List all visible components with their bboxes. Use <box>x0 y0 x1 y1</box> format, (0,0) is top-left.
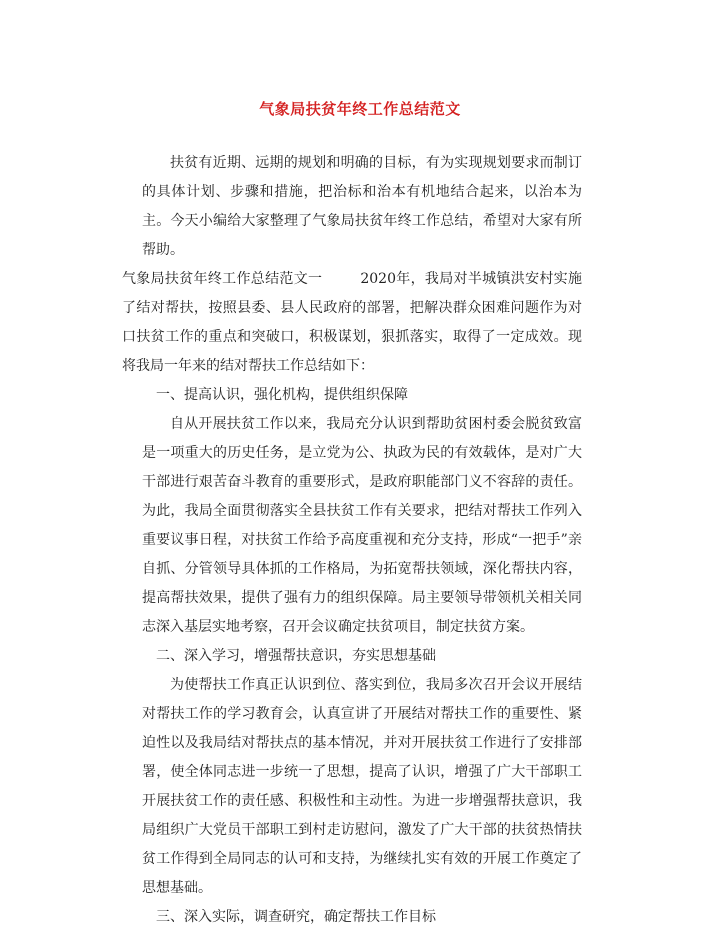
sample-opening: 2020年，我局对半城镇洪安村实施了结对帮扶，按照县委、县人民政府的部署，把解决群众困难问题作为对口扶贫工作的重点和突破口，积极谋划，狠抓落实，取得了一定成效。现将我局一年来的结对帮扶工作总结如下： <box>122 271 582 374</box>
sample-paragraph <box>122 265 582 381</box>
document-title: 气象局扶贫年终工作总结范文 <box>259 100 461 118</box>
section1-body: 自从开展扶贫工作以来，我局充分认识到帮助贫困村委会脱贫致富是一项重大的历史任务，是立党为公、执政为民的有效载体，是对广大干部进行艰苦奋斗教育的重要形式，是政府职能部门义不容辞的责任。为此，我局全面贯彻落实全县扶贫工作有关要求，把结对帮扶工作列入重要议事日程，对扶贫工作给予高度重视和充分支持，形成“一把手”亲自抓、分管领导具体抓的工作格局，为拓宽帮扶领域，深化帮扶内容，提高帮扶效果，提供了强有力的组织保障。局主要领导带领机关相关同志深入基层实地考察，召开会议确定扶贫项目，制定扶贫方案。 <box>142 416 582 635</box>
intro-paragraph: 扶贫有近期、远期的规划和明确的目标，有为实现规划要求而制订的具体计划、步骤和措施，把治标和治本有机地结合起来，以治本为主。今天小编给大家整理了气象局扶贫年终工作总结，希望对大家有所帮助。 <box>142 155 582 258</box>
document-body <box>122 149 582 932</box>
sample-label: 气象局扶贫年终工作总结范文一 <box>122 271 323 287</box>
section3-heading: 三、深入实际，调查研究，确定帮扶工作目标 <box>156 909 436 925</box>
section2-body: 为使帮扶工作真正认识到位、落实到位，我局多次召开会议开展结对帮扶工作的学习教育会，认真宣讲了开展结对帮扶工作的重要性、紧迫性以及我局结对帮扶点的基本情况，并对开展扶贫工作进行了安排部署，使全体同志进一步统一了思想，提高了认识，增强了广大干部职工开展扶贫工作的责任感、积极性和主动性。为进一步增强帮扶意识，我局组织广大党员干部职工到村走访慰问，激发了广大干部的扶贫热情扶贫工作得到全局同志的认可和支持，为继续扎实有效的开展工作奠定了思想基础。 <box>142 677 582 896</box>
section1-heading: 一、提高认识，强化机构，提供组织保障 <box>156 387 408 403</box>
section2-heading: 二、深入学习，增强帮扶意识，夯实思想基础 <box>156 648 436 664</box>
